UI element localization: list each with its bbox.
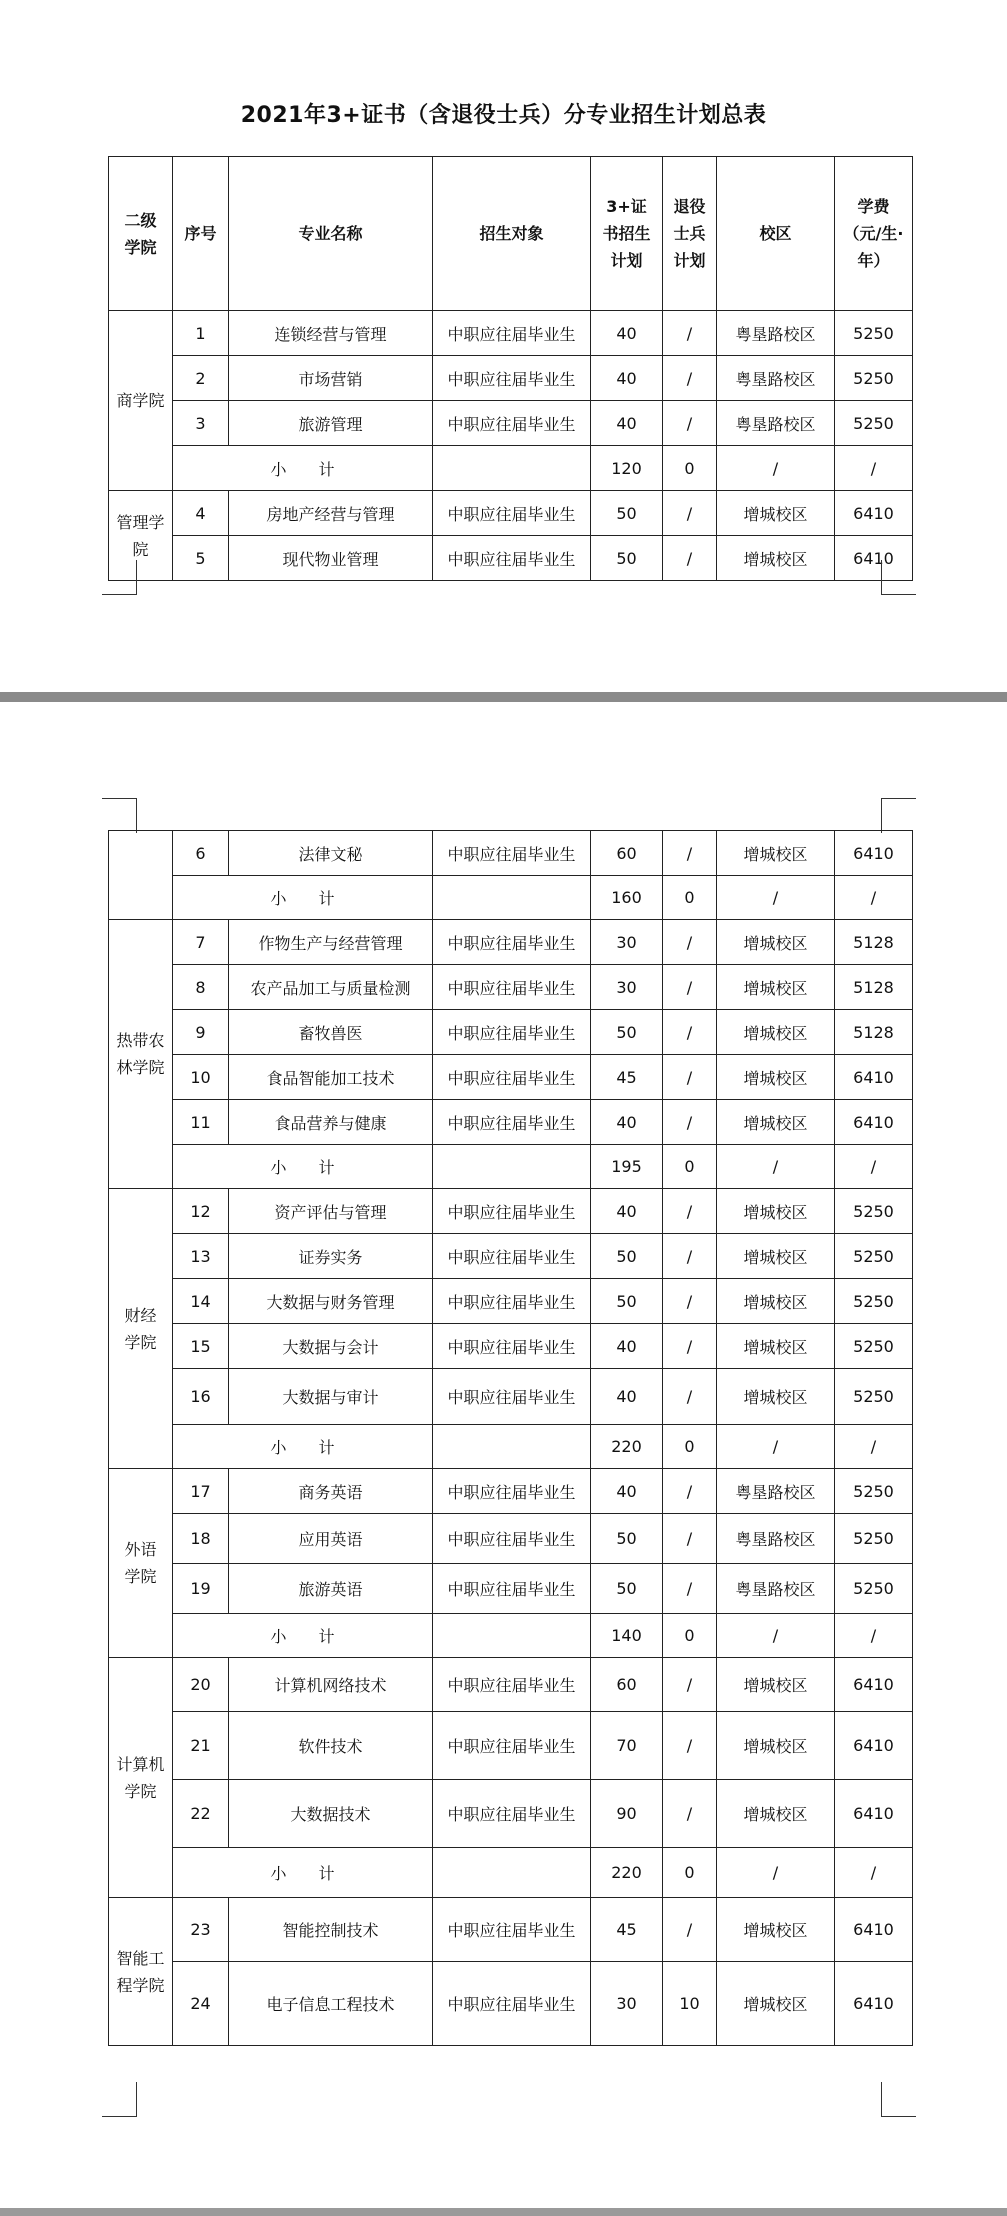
crop-mark-bottom-left-2 [102, 2082, 137, 2117]
seq-cell: 17 [173, 1469, 229, 1514]
target-cell: 中职应往届毕业生 [433, 356, 591, 401]
subtotal-target-cell [433, 1848, 591, 1898]
table-row [109, 1658, 913, 1712]
table-row [109, 1564, 913, 1614]
veteran-cell: / [663, 1055, 717, 1100]
major-cell: 资产评估与管理 [229, 1189, 433, 1234]
veteran-cell: / [663, 1712, 717, 1780]
fee-cell: / [835, 446, 913, 491]
subtotal-label: 小 计 [173, 1425, 433, 1469]
veteran-cell: 0 [663, 1425, 717, 1469]
target-cell: 中职应往届毕业生 [433, 1712, 591, 1780]
campus-cell: 粤垦路校区 [717, 401, 835, 446]
crop-mark-bottom-left [102, 560, 137, 595]
major-cell: 大数据与审计 [229, 1369, 433, 1425]
target-cell: 中职应往届毕业生 [433, 1962, 591, 2046]
plan-cell: 30 [591, 965, 663, 1010]
document-page-1 [0, 0, 1007, 692]
veteran-cell: / [663, 1898, 717, 1962]
campus-cell: 增城校区 [717, 1010, 835, 1055]
seq-cell: 7 [173, 920, 229, 965]
target-cell: 中职应往届毕业生 [433, 536, 591, 581]
table-row [109, 1055, 913, 1100]
campus-cell: / [717, 1848, 835, 1898]
veteran-cell: / [663, 1100, 717, 1145]
college-cell: 商学院 [109, 311, 173, 491]
subtotal-row [109, 446, 913, 491]
enrollment-plan-table-part-1 [108, 156, 913, 581]
fee-cell: 6410 [835, 536, 913, 581]
fee-cell: / [835, 1425, 913, 1469]
seq-cell: 11 [173, 1100, 229, 1145]
campus-cell: 粤垦路校区 [717, 1514, 835, 1564]
table-header-row [109, 157, 913, 311]
crop-mark-top-right [881, 798, 916, 833]
major-cell: 食品营养与健康 [229, 1100, 433, 1145]
subtotal-target-cell [433, 1145, 591, 1189]
subtotal-row [109, 1145, 913, 1189]
college-cell: 财经学院 [109, 1189, 173, 1469]
plan-cell: 45 [591, 1055, 663, 1100]
seq-cell: 6 [173, 831, 229, 876]
campus-cell: 增城校区 [717, 536, 835, 581]
table-row [109, 311, 913, 356]
fee-cell: 6410 [835, 1055, 913, 1100]
plan-cell: 40 [591, 1189, 663, 1234]
seq-cell: 8 [173, 965, 229, 1010]
major-cell: 作物生产与经营管理 [229, 920, 433, 965]
major-cell: 旅游英语 [229, 1564, 433, 1614]
fee-cell: 5250 [835, 311, 913, 356]
fee-cell: 6410 [835, 1898, 913, 1962]
subtotal-label: 小 计 [173, 1848, 433, 1898]
table-row [109, 536, 913, 581]
major-cell: 农产品加工与质量检测 [229, 965, 433, 1010]
plan-cell: 50 [591, 1514, 663, 1564]
header-seq: 序号 [173, 157, 229, 311]
veteran-cell: / [663, 1469, 717, 1514]
major-cell: 计算机网络技术 [229, 1658, 433, 1712]
veteran-cell: 0 [663, 446, 717, 491]
veteran-cell: / [663, 1279, 717, 1324]
campus-cell: 增城校区 [717, 1055, 835, 1100]
veteran-cell: 0 [663, 876, 717, 920]
target-cell: 中职应往届毕业生 [433, 401, 591, 446]
fee-cell: 5250 [835, 401, 913, 446]
target-cell: 中职应往届毕业生 [433, 920, 591, 965]
fee-cell: 5128 [835, 920, 913, 965]
veteran-cell: / [663, 536, 717, 581]
seq-cell: 1 [173, 311, 229, 356]
fee-cell: 6410 [835, 491, 913, 536]
fee-cell: 5250 [835, 1514, 913, 1564]
plan-cell: 40 [591, 356, 663, 401]
target-cell: 中职应往届毕业生 [433, 1100, 591, 1145]
veteran-cell: / [663, 831, 717, 876]
target-cell: 中职应往届毕业生 [433, 1369, 591, 1425]
campus-cell: 增城校区 [717, 1658, 835, 1712]
fee-cell: 6410 [835, 1100, 913, 1145]
college-cell: 管理学院 [109, 491, 173, 581]
plan-cell: 220 [591, 1848, 663, 1898]
veteran-cell: / [663, 1780, 717, 1848]
table-row [109, 1780, 913, 1848]
campus-cell: 增城校区 [717, 1780, 835, 1848]
plan-cell: 45 [591, 1898, 663, 1962]
plan-cell: 40 [591, 401, 663, 446]
table-row [109, 1279, 913, 1324]
target-cell: 中职应往届毕业生 [433, 1055, 591, 1100]
subtotal-label: 小 计 [173, 1614, 433, 1658]
veteran-cell: / [663, 491, 717, 536]
subtotal-label: 小 计 [173, 1145, 433, 1189]
major-cell: 市场营销 [229, 356, 433, 401]
fee-cell: 6410 [835, 1712, 913, 1780]
fee-cell: 5250 [835, 1369, 913, 1425]
document-title: 2021年3+证书（含退役士兵）分专业招生计划总表 [240, 103, 767, 128]
fee-cell: 5128 [835, 965, 913, 1010]
fee-cell: 5250 [835, 1324, 913, 1369]
veteran-cell: / [663, 965, 717, 1010]
plan-cell: 40 [591, 1324, 663, 1369]
target-cell: 中职应往届毕业生 [433, 1514, 591, 1564]
plan-cell: 50 [591, 1010, 663, 1055]
college-cell [109, 831, 173, 920]
major-cell: 电子信息工程技术 [229, 1962, 433, 2046]
plan-cell: 40 [591, 1469, 663, 1514]
seq-cell: 12 [173, 1189, 229, 1234]
plan-cell: 50 [591, 1564, 663, 1614]
campus-cell: / [717, 1425, 835, 1469]
seq-cell: 2 [173, 356, 229, 401]
campus-cell: 粤垦路校区 [717, 311, 835, 356]
campus-cell: 增城校区 [717, 965, 835, 1010]
target-cell: 中职应往届毕业生 [433, 1898, 591, 1962]
table-row [109, 1962, 913, 2046]
table-row [109, 1369, 913, 1425]
subtotal-target-cell [433, 1425, 591, 1469]
veteran-cell: / [663, 1189, 717, 1234]
table-row [109, 1712, 913, 1780]
table-row [109, 831, 913, 876]
veteran-cell: / [663, 1234, 717, 1279]
campus-cell: 增城校区 [717, 1100, 835, 1145]
major-cell: 智能控制技术 [229, 1898, 433, 1962]
fee-cell: 5250 [835, 1189, 913, 1234]
veteran-cell: / [663, 1514, 717, 1564]
fee-cell: 5250 [835, 1279, 913, 1324]
veteran-cell: / [663, 1658, 717, 1712]
fee-cell: 5250 [835, 1564, 913, 1614]
seq-cell: 9 [173, 1010, 229, 1055]
fee-cell: / [835, 1614, 913, 1658]
seq-cell: 10 [173, 1055, 229, 1100]
major-cell: 证券实务 [229, 1234, 433, 1279]
header-major: 专业名称 [229, 157, 433, 311]
major-cell: 食品智能加工技术 [229, 1055, 433, 1100]
major-cell: 大数据与会计 [229, 1324, 433, 1369]
plan-cell: 40 [591, 311, 663, 356]
target-cell: 中职应往届毕业生 [433, 491, 591, 536]
major-cell: 大数据技术 [229, 1780, 433, 1848]
campus-cell: 增城校区 [717, 1369, 835, 1425]
plan-cell: 140 [591, 1614, 663, 1658]
seq-cell: 13 [173, 1234, 229, 1279]
campus-cell: 增城校区 [717, 1712, 835, 1780]
campus-cell: / [717, 876, 835, 920]
veteran-cell: / [663, 1369, 717, 1425]
crop-mark-top-left [102, 798, 137, 833]
seq-cell: 22 [173, 1780, 229, 1848]
plan-cell: 160 [591, 876, 663, 920]
crop-mark-bottom-right-2 [881, 2082, 916, 2117]
veteran-cell: 10 [663, 1962, 717, 2046]
veteran-cell: 0 [663, 1848, 717, 1898]
plan-cell: 50 [591, 1279, 663, 1324]
major-cell: 商务英语 [229, 1469, 433, 1514]
table-row [109, 491, 913, 536]
campus-cell: 增城校区 [717, 491, 835, 536]
fee-cell: 5128 [835, 1010, 913, 1055]
table-row [109, 1898, 913, 1962]
target-cell: 中职应往届毕业生 [433, 1279, 591, 1324]
veteran-cell: 0 [663, 1145, 717, 1189]
seq-cell: 18 [173, 1514, 229, 1564]
table-row [109, 1469, 913, 1514]
table-row [109, 1189, 913, 1234]
table-row [109, 1234, 913, 1279]
campus-cell: 增城校区 [717, 831, 835, 876]
fee-cell: 6410 [835, 831, 913, 876]
subtotal-target-cell [433, 1614, 591, 1658]
campus-cell: / [717, 1614, 835, 1658]
header-campus: 校区 [717, 157, 835, 311]
table-row [109, 1010, 913, 1055]
target-cell: 中职应往届毕业生 [433, 1469, 591, 1514]
campus-cell: 增城校区 [717, 1234, 835, 1279]
plan-cell: 70 [591, 1712, 663, 1780]
table-row [109, 356, 913, 401]
subtotal-row [109, 1425, 913, 1469]
header-veteran: 退役士兵计划 [663, 157, 717, 311]
target-cell: 中职应往届毕业生 [433, 1189, 591, 1234]
plan-cell: 40 [591, 1369, 663, 1425]
subtotal-target-cell [433, 446, 591, 491]
campus-cell: 增城校区 [717, 1898, 835, 1962]
fee-cell: 6410 [835, 1780, 913, 1848]
veteran-cell: 0 [663, 1614, 717, 1658]
campus-cell: 增城校区 [717, 1189, 835, 1234]
major-cell: 房地产经营与管理 [229, 491, 433, 536]
table-row [109, 401, 913, 446]
page-separator [0, 692, 1007, 702]
seq-cell: 21 [173, 1712, 229, 1780]
veteran-cell: / [663, 1010, 717, 1055]
campus-cell: 增城校区 [717, 1324, 835, 1369]
table-row [109, 1100, 913, 1145]
target-cell: 中职应往届毕业生 [433, 311, 591, 356]
veteran-cell: / [663, 1564, 717, 1614]
target-cell: 中职应往届毕业生 [433, 1010, 591, 1055]
campus-cell: / [717, 1145, 835, 1189]
subtotal-row [109, 1614, 913, 1658]
plan-cell: 60 [591, 831, 663, 876]
major-cell: 现代物业管理 [229, 536, 433, 581]
major-cell: 连锁经营与管理 [229, 311, 433, 356]
target-cell: 中职应往届毕业生 [433, 1234, 591, 1279]
header-college: 二级学院 [109, 157, 173, 311]
crop-mark-bottom-right [881, 560, 916, 595]
target-cell: 中职应往届毕业生 [433, 831, 591, 876]
target-cell: 中职应往届毕业生 [433, 1658, 591, 1712]
plan-cell: 195 [591, 1145, 663, 1189]
plan-cell: 40 [591, 1100, 663, 1145]
plan-cell: 50 [591, 1234, 663, 1279]
target-cell: 中职应往届毕业生 [433, 1324, 591, 1369]
college-cell: 热带农林学院 [109, 920, 173, 1189]
subtotal-row [109, 876, 913, 920]
college-cell: 计算机学院 [109, 1658, 173, 1898]
subtotal-label: 小 计 [173, 446, 433, 491]
campus-cell: 粤垦路校区 [717, 356, 835, 401]
campus-cell: 粤垦路校区 [717, 1564, 835, 1614]
table-row [109, 920, 913, 965]
fee-cell: 6410 [835, 1658, 913, 1712]
plan-cell: 60 [591, 1658, 663, 1712]
target-cell: 中职应往届毕业生 [433, 1564, 591, 1614]
seq-cell: 5 [173, 536, 229, 581]
target-cell: 中职应往届毕业生 [433, 965, 591, 1010]
plan-cell: 120 [591, 446, 663, 491]
table-row [109, 1514, 913, 1564]
document-page-2 [0, 702, 1007, 2216]
major-cell: 应用英语 [229, 1514, 433, 1564]
fee-cell: 5250 [835, 1234, 913, 1279]
plan-cell: 30 [591, 920, 663, 965]
fee-cell: 5250 [835, 1469, 913, 1514]
college-cell: 外语学院 [109, 1469, 173, 1658]
campus-cell: 增城校区 [717, 1962, 835, 2046]
subtotal-label: 小 计 [173, 876, 433, 920]
seq-cell: 15 [173, 1324, 229, 1369]
target-cell: 中职应往届毕业生 [433, 1780, 591, 1848]
campus-cell: 粤垦路校区 [717, 1469, 835, 1514]
veteran-cell: / [663, 1324, 717, 1369]
plan-cell: 30 [591, 1962, 663, 2046]
major-cell: 旅游管理 [229, 401, 433, 446]
veteran-cell: / [663, 401, 717, 446]
subtotal-row [109, 1848, 913, 1898]
page-bottom-edge [0, 2208, 1007, 2216]
major-cell: 大数据与财务管理 [229, 1279, 433, 1324]
header-target: 招生对象 [433, 157, 591, 311]
campus-cell: 增城校区 [717, 1279, 835, 1324]
fee-cell: / [835, 1145, 913, 1189]
fee-cell: / [835, 1848, 913, 1898]
fee-cell: 6410 [835, 1962, 913, 2046]
seq-cell: 14 [173, 1279, 229, 1324]
plan-cell: 220 [591, 1425, 663, 1469]
plan-cell: 90 [591, 1780, 663, 1848]
enrollment-plan-table-part-2 [108, 830, 913, 2046]
college-cell: 智能工程学院 [109, 1898, 173, 2046]
veteran-cell: / [663, 356, 717, 401]
fee-cell: / [835, 876, 913, 920]
seq-cell: 23 [173, 1898, 229, 1962]
major-cell: 软件技术 [229, 1712, 433, 1780]
campus-cell: 增城校区 [717, 920, 835, 965]
veteran-cell: / [663, 311, 717, 356]
seq-cell: 24 [173, 1962, 229, 2046]
seq-cell: 16 [173, 1369, 229, 1425]
seq-cell: 20 [173, 1658, 229, 1712]
seq-cell: 19 [173, 1564, 229, 1614]
major-cell: 畜牧兽医 [229, 1010, 433, 1055]
subtotal-target-cell [433, 876, 591, 920]
veteran-cell: / [663, 920, 717, 965]
table-row [109, 1324, 913, 1369]
major-cell: 法律文秘 [229, 831, 433, 876]
seq-cell: 4 [173, 491, 229, 536]
fee-cell: 5250 [835, 356, 913, 401]
plan-cell: 50 [591, 491, 663, 536]
table-row [109, 965, 913, 1010]
header-fee: 学费（元/生·年） [835, 157, 913, 311]
header-plan: 3+证书招生计划 [591, 157, 663, 311]
seq-cell: 3 [173, 401, 229, 446]
campus-cell: / [717, 446, 835, 491]
plan-cell: 50 [591, 536, 663, 581]
